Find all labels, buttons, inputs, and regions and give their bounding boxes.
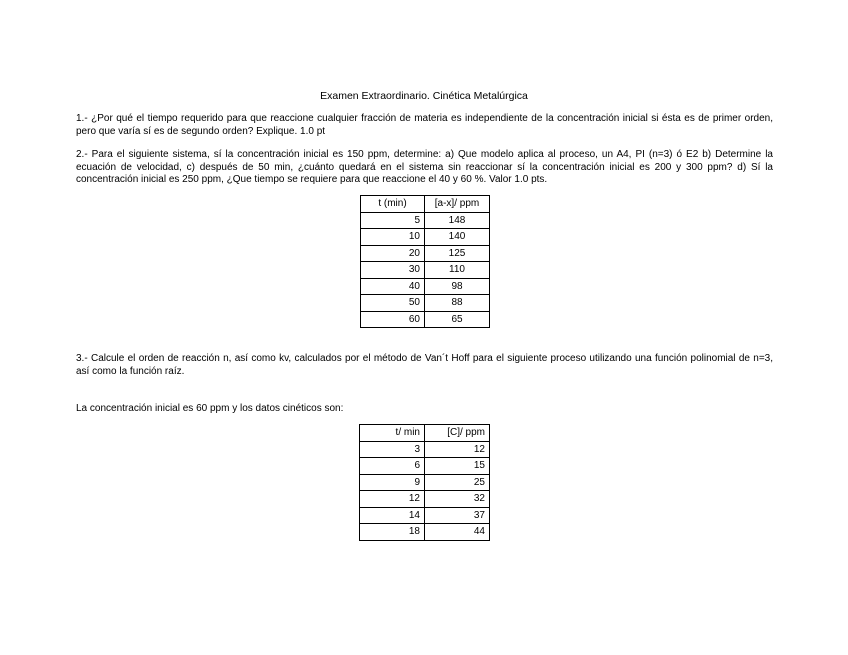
table-cell: 50 — [361, 295, 425, 312]
table-row — [360, 524, 490, 541]
table-row — [361, 311, 490, 328]
question-1: 1.- ¿Por qué el tiempo requerido para que reaccione cualquier fracción de materia es independiente de la concentración inicial si ésta es de primer orden, pero que varía sí es de segundo orden? Explique. 1.0 pt — [76, 113, 773, 137]
question-2: 2.- Para el siguiente sistema, sí la concentración inicial es 150 ppm, determine: a) Que modelo aplica al proceso, un A4, PI (n=3) ó E2 b) Determine la ecuación de velocidad, c) después de 50 min, ¿cuánto quedará en el sistema sin reaccionar sí la concentración inicial es 200 y 300 ppm? d) Sí la concentración inicial es 250 ppm, ¿Que tiempo se requiere para que reaccione el 40 y 60 %. Valor 1.0 pts. — [76, 149, 773, 185]
table-cell: 10 — [361, 229, 425, 246]
table-cell: 18 — [360, 524, 425, 541]
table-row — [360, 507, 490, 524]
table-cell: 110 — [425, 262, 490, 279]
table-cell: 125 — [425, 245, 490, 262]
table-cell: 32 — [425, 491, 490, 508]
table-cell: 9 — [360, 474, 425, 491]
table-cell: 5 — [361, 212, 425, 229]
table-row — [360, 458, 490, 475]
table-cell: 12 — [425, 441, 490, 458]
table-cell: 6 — [360, 458, 425, 475]
table-cell: 25 — [425, 474, 490, 491]
table-cell: 3 — [360, 441, 425, 458]
table-cell: 148 — [425, 212, 490, 229]
table-row — [361, 295, 490, 312]
table-cell: 65 — [425, 311, 490, 328]
table-header-row — [361, 196, 490, 213]
table-header: t (min) — [361, 196, 425, 213]
kinetics-table-2 — [359, 424, 490, 541]
table-header: [C]/ ppm — [425, 425, 490, 442]
table-cell: 60 — [361, 311, 425, 328]
table-header: [a-x]/ ppm — [425, 196, 490, 213]
page-title: Examen Extraordinario. Cinética Metalúrgica — [320, 90, 528, 102]
table-cell: 15 — [425, 458, 490, 475]
table-row — [360, 474, 490, 491]
table-row — [361, 262, 490, 279]
table-cell: 40 — [361, 278, 425, 295]
table-header: t/ min — [360, 425, 425, 442]
question-3: 3.- Calcule el orden de reacción n, así como kv, calculados por el método de Van´t Hoff para el siguiente proceso utilizando una función polinomial de n=3, así como la función raíz. — [76, 353, 773, 377]
kinetics-table-1 — [360, 195, 490, 328]
table-cell: 20 — [361, 245, 425, 262]
table-row — [360, 491, 490, 508]
table-cell: 12 — [360, 491, 425, 508]
table-row — [361, 212, 490, 229]
table-row — [361, 245, 490, 262]
question-3-intro: La concentración inicial es 60 ppm y los datos cinéticos son: — [76, 403, 344, 414]
table-cell: 88 — [425, 295, 490, 312]
table-row — [361, 278, 490, 295]
table-row — [361, 229, 490, 246]
table-cell: 98 — [425, 278, 490, 295]
table-cell: 140 — [425, 229, 490, 246]
table-header-row — [360, 425, 490, 442]
table-cell: 30 — [361, 262, 425, 279]
table-row — [360, 441, 490, 458]
table-cell: 14 — [360, 507, 425, 524]
table-cell: 37 — [425, 507, 490, 524]
table-cell: 44 — [425, 524, 490, 541]
